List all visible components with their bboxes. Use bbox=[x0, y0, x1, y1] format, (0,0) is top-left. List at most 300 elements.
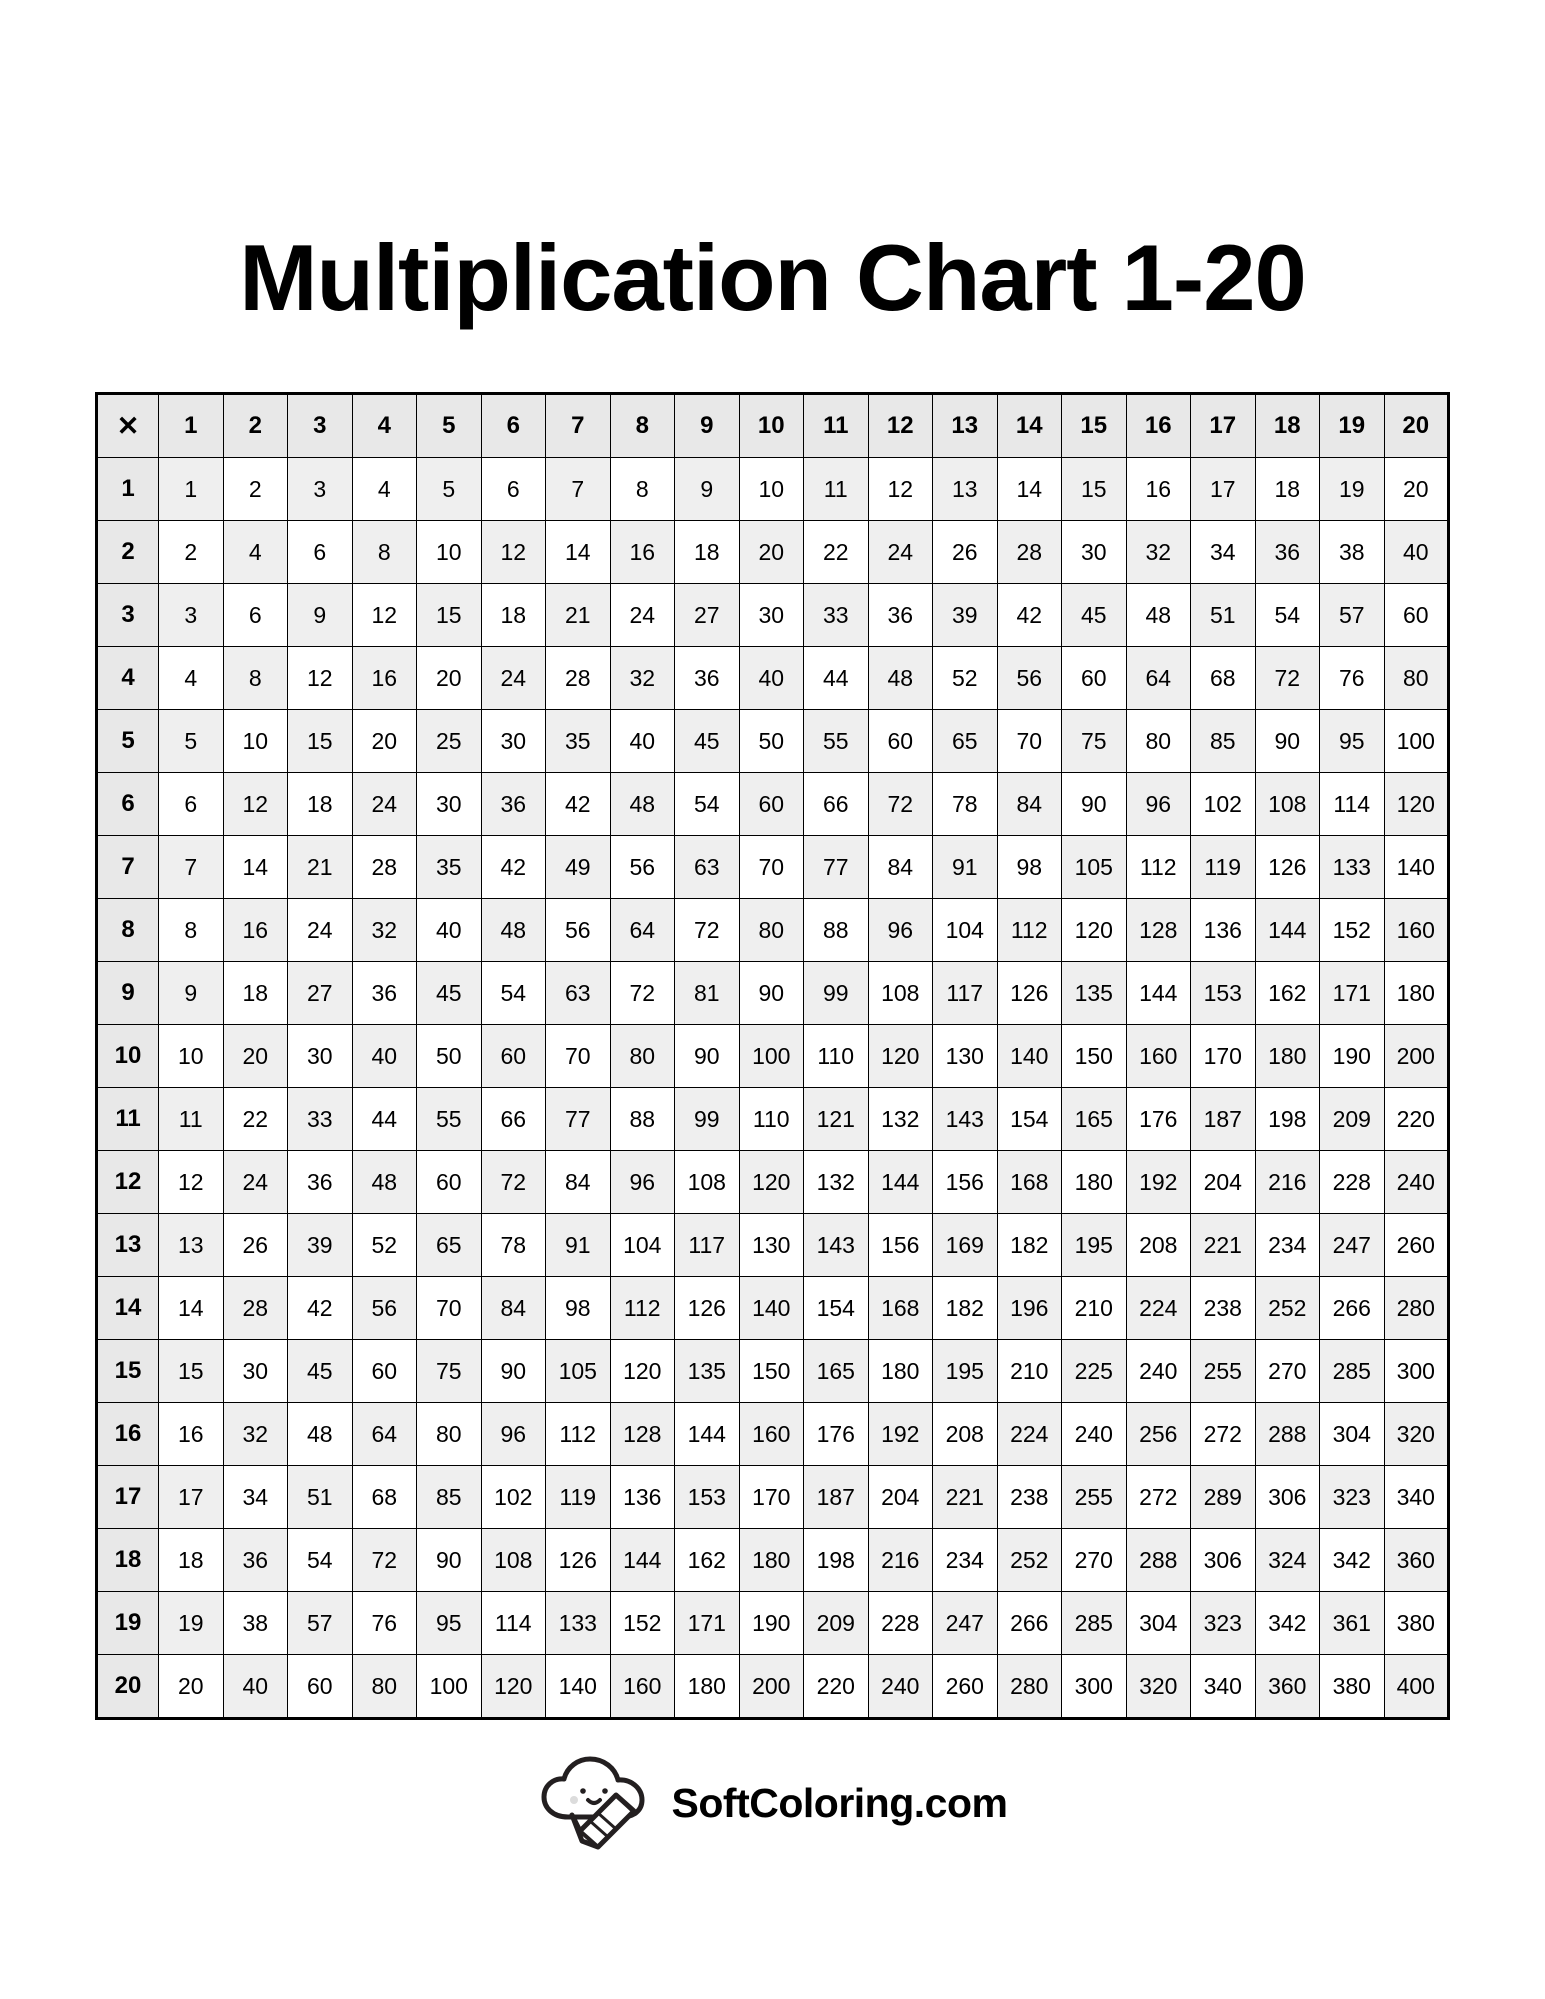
cell-11x9: 99 bbox=[675, 1088, 740, 1151]
multiplication-table bbox=[95, 392, 1450, 1720]
cell-16x5: 80 bbox=[417, 1403, 482, 1466]
cell-10x7: 70 bbox=[546, 1025, 611, 1088]
cell-6x13: 78 bbox=[933, 773, 998, 836]
cell-20x15: 300 bbox=[1062, 1655, 1127, 1719]
cell-5x8: 40 bbox=[610, 710, 675, 773]
cell-7x1: 7 bbox=[159, 836, 224, 899]
cell-14x14: 196 bbox=[997, 1277, 1062, 1340]
cell-8x6: 48 bbox=[481, 899, 546, 962]
cell-9x14: 126 bbox=[997, 962, 1062, 1025]
cell-13x7: 91 bbox=[546, 1214, 611, 1277]
cell-16x3: 48 bbox=[288, 1403, 353, 1466]
row-header-17: 17 bbox=[97, 1466, 159, 1529]
cell-20x14: 280 bbox=[997, 1655, 1062, 1719]
cell-20x16: 320 bbox=[1126, 1655, 1191, 1719]
cell-11x14: 154 bbox=[997, 1088, 1062, 1151]
cell-10x20: 200 bbox=[1384, 1025, 1449, 1088]
row-header-18: 18 bbox=[97, 1529, 159, 1592]
cell-9x1: 9 bbox=[159, 962, 224, 1025]
table-row bbox=[97, 521, 1449, 584]
cell-12x3: 36 bbox=[288, 1151, 353, 1214]
cell-4x3: 12 bbox=[288, 647, 353, 710]
cell-9x9: 81 bbox=[675, 962, 740, 1025]
cell-7x11: 77 bbox=[804, 836, 869, 899]
cell-17x9: 153 bbox=[675, 1466, 740, 1529]
table-row bbox=[97, 899, 1449, 962]
column-header-8: 8 bbox=[610, 394, 675, 458]
cell-12x5: 60 bbox=[417, 1151, 482, 1214]
cell-5x2: 10 bbox=[223, 710, 288, 773]
multiplication-table-container bbox=[95, 392, 1450, 1720]
cell-7x19: 133 bbox=[1320, 836, 1385, 899]
cell-12x4: 48 bbox=[352, 1151, 417, 1214]
cell-2x7: 14 bbox=[546, 521, 611, 584]
cell-20x20: 400 bbox=[1384, 1655, 1449, 1719]
cell-19x19: 361 bbox=[1320, 1592, 1385, 1655]
cell-3x9: 27 bbox=[675, 584, 740, 647]
row-header-9: 9 bbox=[97, 962, 159, 1025]
cell-3x2: 6 bbox=[223, 584, 288, 647]
table-row bbox=[97, 647, 1449, 710]
cell-14x12: 168 bbox=[868, 1277, 933, 1340]
cell-4x11: 44 bbox=[804, 647, 869, 710]
cell-2x1: 2 bbox=[159, 521, 224, 584]
cell-9x4: 36 bbox=[352, 962, 417, 1025]
cell-10x5: 50 bbox=[417, 1025, 482, 1088]
cell-15x18: 270 bbox=[1255, 1340, 1320, 1403]
cell-5x5: 25 bbox=[417, 710, 482, 773]
cell-6x4: 24 bbox=[352, 773, 417, 836]
cell-3x20: 60 bbox=[1384, 584, 1449, 647]
cell-16x12: 192 bbox=[868, 1403, 933, 1466]
cell-2x18: 36 bbox=[1255, 521, 1320, 584]
cell-5x16: 80 bbox=[1126, 710, 1191, 773]
cell-13x12: 156 bbox=[868, 1214, 933, 1277]
cell-18x13: 234 bbox=[933, 1529, 998, 1592]
cell-2x12: 24 bbox=[868, 521, 933, 584]
cell-11x6: 66 bbox=[481, 1088, 546, 1151]
cell-11x13: 143 bbox=[933, 1088, 998, 1151]
cell-2x3: 6 bbox=[288, 521, 353, 584]
cell-12x16: 192 bbox=[1126, 1151, 1191, 1214]
cell-10x15: 150 bbox=[1062, 1025, 1127, 1088]
table-row bbox=[97, 1466, 1449, 1529]
cell-7x12: 84 bbox=[868, 836, 933, 899]
cell-1x4: 4 bbox=[352, 458, 417, 521]
cell-15x20: 300 bbox=[1384, 1340, 1449, 1403]
cell-14x7: 98 bbox=[546, 1277, 611, 1340]
cell-16x10: 160 bbox=[739, 1403, 804, 1466]
cell-6x20: 120 bbox=[1384, 773, 1449, 836]
cell-9x5: 45 bbox=[417, 962, 482, 1025]
cell-1x5: 5 bbox=[417, 458, 482, 521]
cell-5x15: 75 bbox=[1062, 710, 1127, 773]
cell-6x14: 84 bbox=[997, 773, 1062, 836]
cell-17x12: 204 bbox=[868, 1466, 933, 1529]
cell-1x1: 1 bbox=[159, 458, 224, 521]
table-row bbox=[97, 458, 1449, 521]
cell-11x5: 55 bbox=[417, 1088, 482, 1151]
cell-17x6: 102 bbox=[481, 1466, 546, 1529]
cell-16x9: 144 bbox=[675, 1403, 740, 1466]
row-header-15: 15 bbox=[97, 1340, 159, 1403]
column-header-6: 6 bbox=[481, 394, 546, 458]
cell-20x19: 380 bbox=[1320, 1655, 1385, 1719]
cell-19x13: 247 bbox=[933, 1592, 998, 1655]
cell-18x1: 18 bbox=[159, 1529, 224, 1592]
cell-16x16: 256 bbox=[1126, 1403, 1191, 1466]
cell-1x15: 15 bbox=[1062, 458, 1127, 521]
cell-7x9: 63 bbox=[675, 836, 740, 899]
cell-5x13: 65 bbox=[933, 710, 998, 773]
cell-18x18: 324 bbox=[1255, 1529, 1320, 1592]
cell-11x12: 132 bbox=[868, 1088, 933, 1151]
cell-11x20: 220 bbox=[1384, 1088, 1449, 1151]
cell-12x15: 180 bbox=[1062, 1151, 1127, 1214]
cell-8x9: 72 bbox=[675, 899, 740, 962]
cell-2x19: 38 bbox=[1320, 521, 1385, 584]
cell-13x5: 65 bbox=[417, 1214, 482, 1277]
cell-18x8: 144 bbox=[610, 1529, 675, 1592]
column-header-17: 17 bbox=[1191, 394, 1256, 458]
row-header-12: 12 bbox=[97, 1151, 159, 1214]
footer-branding bbox=[0, 1755, 1545, 1851]
cell-13x8: 104 bbox=[610, 1214, 675, 1277]
cell-9x11: 99 bbox=[804, 962, 869, 1025]
cell-9x17: 153 bbox=[1191, 962, 1256, 1025]
cell-14x19: 266 bbox=[1320, 1277, 1385, 1340]
cell-17x4: 68 bbox=[352, 1466, 417, 1529]
cell-16x6: 96 bbox=[481, 1403, 546, 1466]
cell-13x17: 221 bbox=[1191, 1214, 1256, 1277]
cell-10x16: 160 bbox=[1126, 1025, 1191, 1088]
cell-12x6: 72 bbox=[481, 1151, 546, 1214]
cell-8x4: 32 bbox=[352, 899, 417, 962]
cell-6x5: 30 bbox=[417, 773, 482, 836]
cell-19x12: 228 bbox=[868, 1592, 933, 1655]
cell-16x13: 208 bbox=[933, 1403, 998, 1466]
cell-11x2: 22 bbox=[223, 1088, 288, 1151]
cell-9x6: 54 bbox=[481, 962, 546, 1025]
cell-8x13: 104 bbox=[933, 899, 998, 962]
row-header-7: 7 bbox=[97, 836, 159, 899]
cell-4x14: 56 bbox=[997, 647, 1062, 710]
cell-18x6: 108 bbox=[481, 1529, 546, 1592]
cell-7x6: 42 bbox=[481, 836, 546, 899]
table-row bbox=[97, 1214, 1449, 1277]
cell-9x3: 27 bbox=[288, 962, 353, 1025]
cell-4x9: 36 bbox=[675, 647, 740, 710]
table-row bbox=[97, 1403, 1449, 1466]
cell-3x11: 33 bbox=[804, 584, 869, 647]
cell-17x11: 187 bbox=[804, 1466, 869, 1529]
cell-4x15: 60 bbox=[1062, 647, 1127, 710]
cell-4x13: 52 bbox=[933, 647, 998, 710]
table-row bbox=[97, 836, 1449, 899]
cell-13x3: 39 bbox=[288, 1214, 353, 1277]
cell-2x14: 28 bbox=[997, 521, 1062, 584]
cell-14x10: 140 bbox=[739, 1277, 804, 1340]
table-row bbox=[97, 1655, 1449, 1719]
cell-14x4: 56 bbox=[352, 1277, 417, 1340]
cell-15x11: 165 bbox=[804, 1340, 869, 1403]
cell-2x2: 4 bbox=[223, 521, 288, 584]
cell-19x20: 380 bbox=[1384, 1592, 1449, 1655]
cell-3x10: 30 bbox=[739, 584, 804, 647]
cell-20x17: 340 bbox=[1191, 1655, 1256, 1719]
cell-3x3: 9 bbox=[288, 584, 353, 647]
cell-15x10: 150 bbox=[739, 1340, 804, 1403]
cell-5x20: 100 bbox=[1384, 710, 1449, 773]
cloud-pencil-icon bbox=[538, 1755, 656, 1851]
cell-18x10: 180 bbox=[739, 1529, 804, 1592]
cell-10x12: 120 bbox=[868, 1025, 933, 1088]
cell-3x19: 57 bbox=[1320, 584, 1385, 647]
column-header-11: 11 bbox=[804, 394, 869, 458]
row-header-19: 19 bbox=[97, 1592, 159, 1655]
cell-13x10: 130 bbox=[739, 1214, 804, 1277]
cell-3x14: 42 bbox=[997, 584, 1062, 647]
table-row bbox=[97, 710, 1449, 773]
cell-14x9: 126 bbox=[675, 1277, 740, 1340]
row-header-20: 20 bbox=[97, 1655, 159, 1719]
cell-12x2: 24 bbox=[223, 1151, 288, 1214]
cell-2x15: 30 bbox=[1062, 521, 1127, 584]
cell-2x20: 40 bbox=[1384, 521, 1449, 584]
cell-5x7: 35 bbox=[546, 710, 611, 773]
table-row bbox=[97, 584, 1449, 647]
cell-5x18: 90 bbox=[1255, 710, 1320, 773]
column-header-5: 5 bbox=[417, 394, 482, 458]
cell-18x4: 72 bbox=[352, 1529, 417, 1592]
cell-20x7: 140 bbox=[546, 1655, 611, 1719]
cell-4x6: 24 bbox=[481, 647, 546, 710]
cell-6x2: 12 bbox=[223, 773, 288, 836]
cell-8x18: 144 bbox=[1255, 899, 1320, 962]
cell-7x20: 140 bbox=[1384, 836, 1449, 899]
cell-4x7: 28 bbox=[546, 647, 611, 710]
cell-17x20: 340 bbox=[1384, 1466, 1449, 1529]
cell-6x17: 102 bbox=[1191, 773, 1256, 836]
cell-1x17: 17 bbox=[1191, 458, 1256, 521]
cell-13x18: 234 bbox=[1255, 1214, 1320, 1277]
cell-5x9: 45 bbox=[675, 710, 740, 773]
cell-20x13: 260 bbox=[933, 1655, 998, 1719]
cell-17x16: 272 bbox=[1126, 1466, 1191, 1529]
cell-4x16: 64 bbox=[1126, 647, 1191, 710]
cell-5x12: 60 bbox=[868, 710, 933, 773]
cell-8x8: 64 bbox=[610, 899, 675, 962]
cell-8x3: 24 bbox=[288, 899, 353, 962]
cell-4x12: 48 bbox=[868, 647, 933, 710]
cell-3x12: 36 bbox=[868, 584, 933, 647]
cell-16x7: 112 bbox=[546, 1403, 611, 1466]
cell-10x8: 80 bbox=[610, 1025, 675, 1088]
cell-2x6: 12 bbox=[481, 521, 546, 584]
cell-14x16: 224 bbox=[1126, 1277, 1191, 1340]
cell-10x13: 130 bbox=[933, 1025, 998, 1088]
cell-15x5: 75 bbox=[417, 1340, 482, 1403]
cell-7x16: 112 bbox=[1126, 836, 1191, 899]
cell-15x14: 210 bbox=[997, 1340, 1062, 1403]
cell-10x2: 20 bbox=[223, 1025, 288, 1088]
cell-14x3: 42 bbox=[288, 1277, 353, 1340]
cell-8x12: 96 bbox=[868, 899, 933, 962]
cell-20x12: 240 bbox=[868, 1655, 933, 1719]
table-row bbox=[97, 1151, 1449, 1214]
cell-14x18: 252 bbox=[1255, 1277, 1320, 1340]
cell-8x5: 40 bbox=[417, 899, 482, 962]
cell-15x15: 225 bbox=[1062, 1340, 1127, 1403]
cell-19x11: 209 bbox=[804, 1592, 869, 1655]
cell-16x18: 288 bbox=[1255, 1403, 1320, 1466]
cell-15x19: 285 bbox=[1320, 1340, 1385, 1403]
cell-13x16: 208 bbox=[1126, 1214, 1191, 1277]
cell-20x1: 20 bbox=[159, 1655, 224, 1719]
cell-20x11: 220 bbox=[804, 1655, 869, 1719]
cell-15x13: 195 bbox=[933, 1340, 998, 1403]
cell-5x14: 70 bbox=[997, 710, 1062, 773]
table-row bbox=[97, 1088, 1449, 1151]
row-header-16: 16 bbox=[97, 1403, 159, 1466]
cell-4x1: 4 bbox=[159, 647, 224, 710]
cell-17x3: 51 bbox=[288, 1466, 353, 1529]
cell-5x10: 50 bbox=[739, 710, 804, 773]
cell-16x17: 272 bbox=[1191, 1403, 1256, 1466]
cell-13x11: 143 bbox=[804, 1214, 869, 1277]
cell-11x19: 209 bbox=[1320, 1088, 1385, 1151]
cell-5x1: 5 bbox=[159, 710, 224, 773]
cell-7x17: 119 bbox=[1191, 836, 1256, 899]
cell-12x8: 96 bbox=[610, 1151, 675, 1214]
cell-11x17: 187 bbox=[1191, 1088, 1256, 1151]
cell-20x9: 180 bbox=[675, 1655, 740, 1719]
cell-14x5: 70 bbox=[417, 1277, 482, 1340]
cell-16x8: 128 bbox=[610, 1403, 675, 1466]
cell-1x12: 12 bbox=[868, 458, 933, 521]
cell-11x18: 198 bbox=[1255, 1088, 1320, 1151]
cell-18x17: 306 bbox=[1191, 1529, 1256, 1592]
cell-18x12: 216 bbox=[868, 1529, 933, 1592]
row-header-3: 3 bbox=[97, 584, 159, 647]
cell-9x16: 144 bbox=[1126, 962, 1191, 1025]
cell-7x3: 21 bbox=[288, 836, 353, 899]
cell-14x2: 28 bbox=[223, 1277, 288, 1340]
cell-11x10: 110 bbox=[739, 1088, 804, 1151]
cell-18x7: 126 bbox=[546, 1529, 611, 1592]
cell-3x16: 48 bbox=[1126, 584, 1191, 647]
multiply-symbol-cell: ✕ bbox=[97, 394, 159, 458]
cell-10x19: 190 bbox=[1320, 1025, 1385, 1088]
cell-9x19: 171 bbox=[1320, 962, 1385, 1025]
cell-17x1: 17 bbox=[159, 1466, 224, 1529]
cell-7x18: 126 bbox=[1255, 836, 1320, 899]
table-header-row bbox=[97, 394, 1449, 458]
column-header-14: 14 bbox=[997, 394, 1062, 458]
cell-6x6: 36 bbox=[481, 773, 546, 836]
table-row bbox=[97, 773, 1449, 836]
cell-18x5: 90 bbox=[417, 1529, 482, 1592]
cell-6x7: 42 bbox=[546, 773, 611, 836]
column-header-2: 2 bbox=[223, 394, 288, 458]
cell-10x17: 170 bbox=[1191, 1025, 1256, 1088]
cell-19x5: 95 bbox=[417, 1592, 482, 1655]
cell-6x10: 60 bbox=[739, 773, 804, 836]
cell-15x16: 240 bbox=[1126, 1340, 1191, 1403]
cell-10x10: 100 bbox=[739, 1025, 804, 1088]
cell-20x18: 360 bbox=[1255, 1655, 1320, 1719]
cell-15x17: 255 bbox=[1191, 1340, 1256, 1403]
cell-17x17: 289 bbox=[1191, 1466, 1256, 1529]
cell-11x7: 77 bbox=[546, 1088, 611, 1151]
table-row bbox=[97, 962, 1449, 1025]
cell-10x18: 180 bbox=[1255, 1025, 1320, 1088]
cell-16x2: 32 bbox=[223, 1403, 288, 1466]
cell-3x17: 51 bbox=[1191, 584, 1256, 647]
cell-7x7: 49 bbox=[546, 836, 611, 899]
cell-13x14: 182 bbox=[997, 1214, 1062, 1277]
cell-20x5: 100 bbox=[417, 1655, 482, 1719]
cell-8x20: 160 bbox=[1384, 899, 1449, 962]
column-header-13: 13 bbox=[933, 394, 998, 458]
column-header-4: 4 bbox=[352, 394, 417, 458]
cell-6x15: 90 bbox=[1062, 773, 1127, 836]
column-header-16: 16 bbox=[1126, 394, 1191, 458]
cell-7x14: 98 bbox=[997, 836, 1062, 899]
cell-10x1: 10 bbox=[159, 1025, 224, 1088]
cell-3x18: 54 bbox=[1255, 584, 1320, 647]
row-header-11: 11 bbox=[97, 1088, 159, 1151]
cell-14x8: 112 bbox=[610, 1277, 675, 1340]
cell-18x15: 270 bbox=[1062, 1529, 1127, 1592]
cell-6x8: 48 bbox=[610, 773, 675, 836]
table-row bbox=[97, 1340, 1449, 1403]
cell-3x7: 21 bbox=[546, 584, 611, 647]
cell-18x16: 288 bbox=[1126, 1529, 1191, 1592]
cell-19x17: 323 bbox=[1191, 1592, 1256, 1655]
cell-18x11: 198 bbox=[804, 1529, 869, 1592]
row-header-8: 8 bbox=[97, 899, 159, 962]
cell-4x5: 20 bbox=[417, 647, 482, 710]
cell-7x13: 91 bbox=[933, 836, 998, 899]
cell-2x17: 34 bbox=[1191, 521, 1256, 584]
cell-1x14: 14 bbox=[997, 458, 1062, 521]
cell-8x10: 80 bbox=[739, 899, 804, 962]
cell-15x6: 90 bbox=[481, 1340, 546, 1403]
cell-1x10: 10 bbox=[739, 458, 804, 521]
cell-19x1: 19 bbox=[159, 1592, 224, 1655]
cell-11x8: 88 bbox=[610, 1088, 675, 1151]
column-header-1: 1 bbox=[159, 394, 224, 458]
cell-8x7: 56 bbox=[546, 899, 611, 962]
cell-4x17: 68 bbox=[1191, 647, 1256, 710]
cell-15x7: 105 bbox=[546, 1340, 611, 1403]
cell-1x19: 19 bbox=[1320, 458, 1385, 521]
row-header-1: 1 bbox=[97, 458, 159, 521]
cell-17x2: 34 bbox=[223, 1466, 288, 1529]
cell-8x11: 88 bbox=[804, 899, 869, 962]
cell-1x11: 11 bbox=[804, 458, 869, 521]
cell-15x2: 30 bbox=[223, 1340, 288, 1403]
cell-12x18: 216 bbox=[1255, 1151, 1320, 1214]
cell-1x9: 9 bbox=[675, 458, 740, 521]
cell-9x10: 90 bbox=[739, 962, 804, 1025]
cell-20x8: 160 bbox=[610, 1655, 675, 1719]
cell-19x7: 133 bbox=[546, 1592, 611, 1655]
cell-19x2: 38 bbox=[223, 1592, 288, 1655]
column-header-7: 7 bbox=[546, 394, 611, 458]
cell-19x15: 285 bbox=[1062, 1592, 1127, 1655]
